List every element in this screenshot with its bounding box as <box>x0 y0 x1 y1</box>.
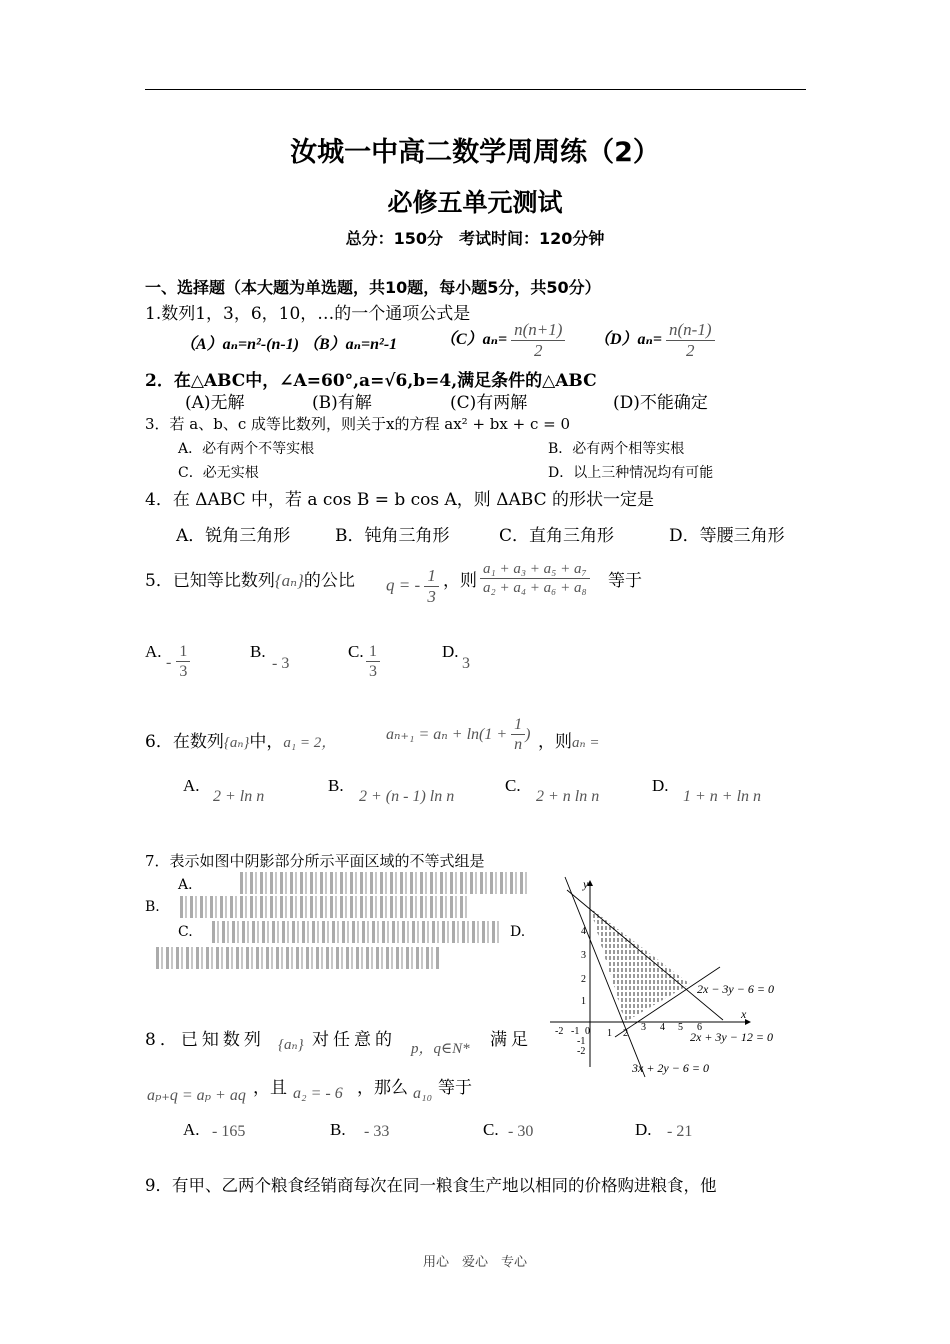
q7-option-c-system <box>212 921 500 943</box>
q8-option-a-label: A. <box>183 1120 200 1139</box>
q5-option-c <box>366 643 380 682</box>
x-tick: 5 <box>678 1022 683 1033</box>
shaded-region <box>590 908 690 1022</box>
x-tick: 2 <box>623 1028 628 1039</box>
line-label-3x-2y-6: 3x + 2y − 6 = 0 <box>632 1061 709 1075</box>
q8-stem-b: 对任意的 <box>312 1030 396 1050</box>
q6-stem-c-text: ，则 <box>538 732 572 752</box>
q5-a-fraction <box>176 643 190 682</box>
q5-option-a <box>166 643 190 682</box>
q5-option-d: 3 <box>462 655 470 672</box>
q6-rec-fraction <box>511 716 525 755</box>
q2-option-a: (A)无解 <box>185 393 245 413</box>
q4-option-d: D．等腰三角形 <box>669 526 785 546</box>
q5-c-den: 3 <box>369 663 377 681</box>
q4-option-b: B．钝角三角形 <box>335 526 450 546</box>
q3-option-b: B．必有两个相等实根 <box>548 441 685 457</box>
q6-option-a: 2 + ln n <box>213 788 265 805</box>
q8-option-d-label: D. <box>635 1120 652 1139</box>
q1-option-d-fraction <box>666 320 714 361</box>
region-graph <box>545 872 795 1082</box>
q5-frac-den: a₂ + a₄ + a₆ + a₈ <box>483 580 587 597</box>
q8-target: a₁₀ <box>413 1085 433 1102</box>
q5-ratio-lhs: q = - <box>386 575 421 595</box>
q8-option-a: - 165 <box>212 1123 246 1140</box>
q2-option-b: (B)有解 <box>312 393 372 413</box>
q3-option-d: D．以上三种情况均有可能 <box>548 465 714 481</box>
q1-c-denominator: 2 <box>534 340 543 360</box>
page-subtitle: 必修五单元测试 <box>387 188 563 217</box>
q5-ratio-den: 3 <box>427 586 436 606</box>
x-tick: 4 <box>660 1022 665 1033</box>
q6-stem-c <box>538 727 599 752</box>
q6-option-b-label: B. <box>328 776 344 795</box>
q8-given: a₂ = - 6 <box>293 1085 343 1102</box>
q3-option-c: C．必无实根 <box>178 465 259 481</box>
q1-option-d-label: （D）aₙ= <box>594 331 663 349</box>
q5-option-c-label: C. <box>348 642 364 661</box>
x-tick: -2 <box>555 1026 564 1037</box>
q6-stem-a: 6．在数列 <box>145 732 224 752</box>
header-rule <box>145 89 806 90</box>
q6-rec-num: 1 <box>511 716 525 735</box>
q5-ratio-fraction <box>424 566 439 607</box>
q6-option-b: 2 + (n - 1) ln n <box>359 788 455 805</box>
q1-d-denominator: 2 <box>686 340 695 360</box>
x-tick: 0 <box>585 1026 590 1037</box>
q8-option-b-label: B. <box>330 1120 346 1139</box>
q1-c-numerator: n(n+1) <box>511 320 565 341</box>
q5-option-b-label: B. <box>250 642 266 661</box>
q6-target: aₙ = <box>572 735 600 751</box>
q8-relation: aₚ₊q = aₚ + aq <box>147 1087 246 1104</box>
q8-option-b: - 33 <box>364 1123 390 1140</box>
q5-sequence: {aₙ} <box>274 571 304 590</box>
q1-option-a: （A）aₙ=n²-(n-1) <box>180 336 300 353</box>
q5-ratio-num: 1 <box>424 566 439 587</box>
page-footer: 用心 爱心 专心 <box>422 1255 527 1270</box>
q5-option-b: - 3 <box>272 655 290 672</box>
q5-stem <box>145 566 355 591</box>
q6-option-d-label: D. <box>652 776 669 795</box>
page-title: 汝城一中高二数学周周练（2） <box>290 137 660 168</box>
q8-stem-c: 满足 <box>490 1030 532 1050</box>
y-tick: -1 <box>577 1036 586 1047</box>
q8-sequence: {aₙ} <box>278 1037 304 1053</box>
q5-c-num: 1 <box>366 643 380 662</box>
q8-stem-d: ，且 <box>253 1078 287 1098</box>
q1-option-b: （B）aₙ=n²-1 <box>303 336 398 353</box>
q6-rec-den: n <box>514 736 523 754</box>
y-tick: 3 <box>581 950 586 961</box>
line-label-2x-3y-12: 2x + 3y − 12 = 0 <box>690 1030 773 1044</box>
y-tick: 4 <box>581 926 586 937</box>
q9-stem: 9．有甲、乙两个粮食经销商每次在同一粮食生产地以相同的价格购进粮食，他 <box>145 1176 717 1195</box>
x-axis-label: x <box>741 1007 747 1021</box>
q5-fraction <box>480 561 590 597</box>
q8-condition: p，q∈N* <box>411 1041 470 1057</box>
q7-option-a: A． <box>178 877 203 893</box>
q1-stem: 1.数列1，3，6，10，…的一个通项公式是 <box>145 304 471 324</box>
q8-option-d: - 21 <box>667 1123 693 1140</box>
q5-c-fraction <box>366 643 380 682</box>
q6-recurrence <box>386 716 530 755</box>
q1-option-c-label: （C）aₙ= <box>440 331 508 349</box>
q1-option-c-fraction <box>511 320 565 361</box>
q5-option-d-label: D. <box>442 642 459 661</box>
q5-a-num: 1 <box>176 643 190 662</box>
q6-stem-b: 中， <box>249 732 284 752</box>
q8-stem-e: ，那么 <box>357 1078 408 1098</box>
q1-d-numerator: n(n-1) <box>666 320 714 341</box>
x-tick: 6 <box>697 1022 702 1033</box>
x-tick: 1 <box>607 1028 612 1039</box>
q7-stem: 7．表示如图中阴影部分所示平面区域的不等式组是 <box>145 852 485 870</box>
q6-initial: a₁ = 2， <box>283 735 337 751</box>
exam-info: 总分：150分 考试时间：120分钟 <box>345 229 605 248</box>
q2-option-c: (C)有两解 <box>450 393 528 413</box>
q8-option-c-label: C. <box>483 1120 499 1139</box>
q4-option-c: C．直角三角形 <box>499 526 615 546</box>
q2-option-d: (D)不能确定 <box>613 393 708 413</box>
q5-a-den: 3 <box>179 663 188 681</box>
q6-option-c-label: C. <box>505 776 521 795</box>
q5-option-a-label: A. <box>145 642 162 661</box>
y-tick: 1 <box>581 996 586 1007</box>
q6-option-c: 2 + n ln n <box>536 788 600 805</box>
q4-option-a: A．锐角三角形 <box>176 526 291 546</box>
q5-a-sign: - <box>166 653 172 671</box>
q5-main-fraction <box>480 561 590 597</box>
q6-sequence: {aₙ} <box>223 735 250 751</box>
q6-rec-main: aₙ₊₁ = aₙ + ln(1 + <box>386 725 508 743</box>
q8-stem-a: 8．已知数列 <box>145 1030 265 1050</box>
q5-stem-a: 5．已知等比数列 <box>145 571 275 591</box>
line-label-2x-3y-6: 2x − 3y − 6 = 0 <box>697 982 774 996</box>
q5-frac-num: a₁ + a₃ + a₅ + a₇ <box>480 561 590 579</box>
x-tick: 3 <box>641 1022 646 1033</box>
q7-option-a-system <box>240 872 528 894</box>
q5-stem-c: ，则 <box>443 571 477 591</box>
q7-option-c: C. <box>178 924 193 940</box>
q8-option-c: - 30 <box>508 1123 534 1140</box>
q7-option-b-system <box>180 896 470 918</box>
q7-option-b: B. <box>145 899 160 915</box>
q5-stem-b: 的公比 <box>303 571 355 591</box>
q6-option-d: 1 + n + ln n <box>683 788 762 805</box>
q3-stem: 3．若 a、b、c 成等比数列，则关于x的方程 ax² + bx + c = 0 <box>145 415 570 433</box>
q4-stem: 4．在 ΔABC 中，若 a cos B = b cos A，则 ΔABC 的形状一定是 <box>145 490 654 510</box>
q5-ratio <box>386 566 439 607</box>
q7-option-d: D. <box>510 924 526 940</box>
q6-option-a-label: A. <box>183 776 200 795</box>
q6-rec-end: ) <box>525 725 531 743</box>
section-heading: 一、选择题（本大题为单选题，共10题，每小题5分，共50分） <box>145 278 601 297</box>
y-tick: -2 <box>577 1046 586 1057</box>
q2-stem: 2．在△ABC中，∠A=60°,a=√6,b=4,满足条件的△ABC <box>145 371 597 391</box>
q8-stem-f: 等于 <box>438 1078 472 1098</box>
q7-option-d-system <box>156 947 441 969</box>
q1-option-c <box>440 320 565 361</box>
q1-option-d <box>594 320 715 361</box>
y-tick: 2 <box>581 974 586 985</box>
q6-stem <box>145 727 336 752</box>
y-axis-label: y <box>583 877 589 891</box>
x-tick: -1 <box>571 1026 580 1037</box>
q5-stem-d: 等于 <box>608 571 642 591</box>
q3-option-a: A．必有两个不等实根 <box>178 441 315 457</box>
